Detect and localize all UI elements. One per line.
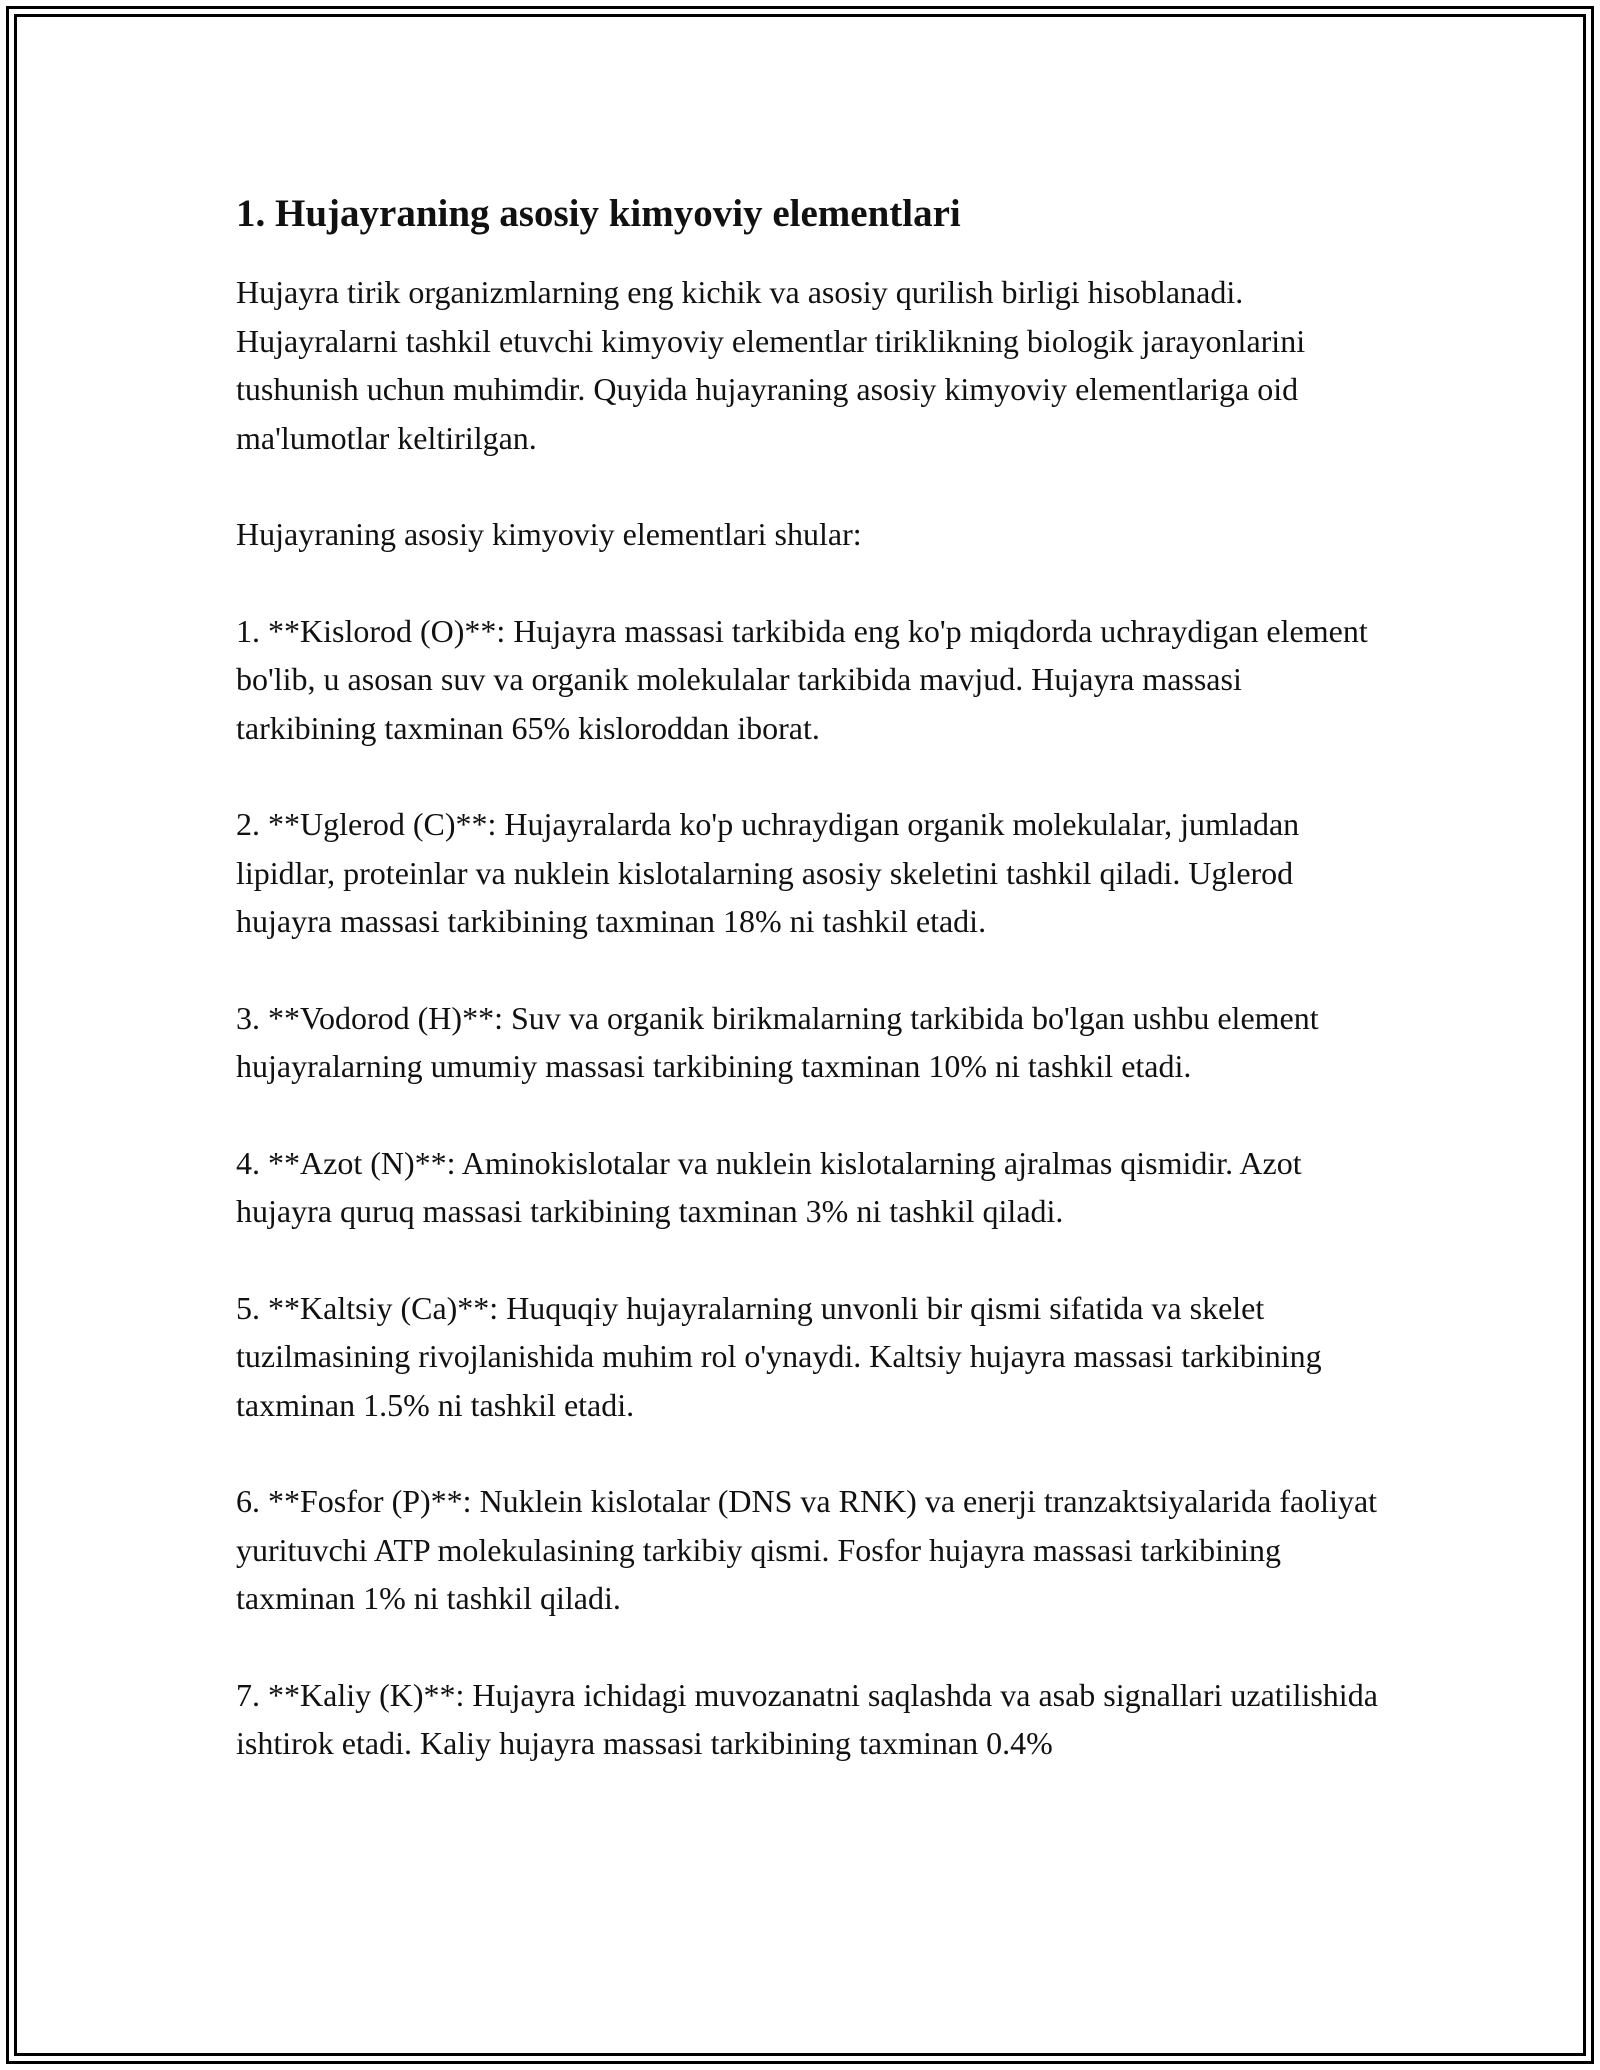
element-item-hydrogen: 3. **Vodorod (H)**: Suv va organik birikmalarning tarkibida bo'lgan ushbu element hujayralarning umumiy massasi tarkibining taxminan 10% ni tashkil etadi.: [236, 999, 1319, 1084]
element-item-potassium: 7. **Kaliy (K)**: Hujayra ichidagi muvozanatni saqlashda va asab signallari uzatilishida ishtirok etadi. Kaliy hujayra massasi tarkibining taxminan 0.4%: [236, 1676, 1378, 1761]
element-item-oxygen: 1. **Kislorod (O)**: Hujayra massasi tarkibida eng ko'p miqdorda uchraydigan element bo'lib, u asosan suv va organik molekulalar tarkibida mavjud. Hujayra massasi tarkibining taxminan 65% kisloroddan iborat.: [236, 612, 1368, 746]
section-heading: 1. Hujayraning asosiy kimyoviy elementlari: [236, 192, 961, 235]
element-item-carbon: 2. **Uglerod (C)**: Hujayralarda ko'p uchraydigan organik molekulalar, jumladan lipidlar, proteinlar va nuklein kislotalarning asosiy skeletini tashkil qiladi. Uglerod hujayra massasi tarkibining taxminan 18% ni tashkil etadi.: [236, 806, 1300, 939]
element-item-nitrogen: 4. **Azot (N)**: Aminokislotalar va nuklein kislotalarning ajralmas qismidir. Azot hujayra quruq massasi tarkibining taxminan 3% ni tashkil qiladi.: [236, 1144, 1302, 1229]
document-body: [236, 186, 1386, 1816]
lead-paragraph: Hujayraning asosiy kimyoviy elementlari shular:: [236, 516, 862, 552]
element-item-phosphorus: 6. **Fosfor (P)**: Nuklein kislotalar (DNS va RNK) va enerji tranzaktsiyalarida faoliyat yurituvchi ATP molekulasining tarkibiy qismi. Fosfor hujayra massasi tarkibining taxminan 1% ni tashkil qiladi.: [236, 1483, 1378, 1616]
element-item-calcium: 5. **Kaltsiy (Ca)**: Huquqiy hujayralarning unvonli bir qismi sifatida va skelet tuzilmasining rivojlanishida muhim rol o'ynaydi. Kaltsiy hujayra massasi tarkibining taxminan 1.5% ni tashkil etadi.: [236, 1289, 1322, 1423]
intro-paragraph: Hujayra tirik organizmlarning eng kichik va asosiy qurilish birligi hisoblanadi. Hujayralarni tashkil etuvchi kimyoviy elementlar tiriklikning biologik jarayonlarini tushunish uchun muhimdir. Quyida hujayraning asosiy kimyoviy elementlariga oid ma'lumotlar keltirilgan.: [236, 274, 1306, 456]
